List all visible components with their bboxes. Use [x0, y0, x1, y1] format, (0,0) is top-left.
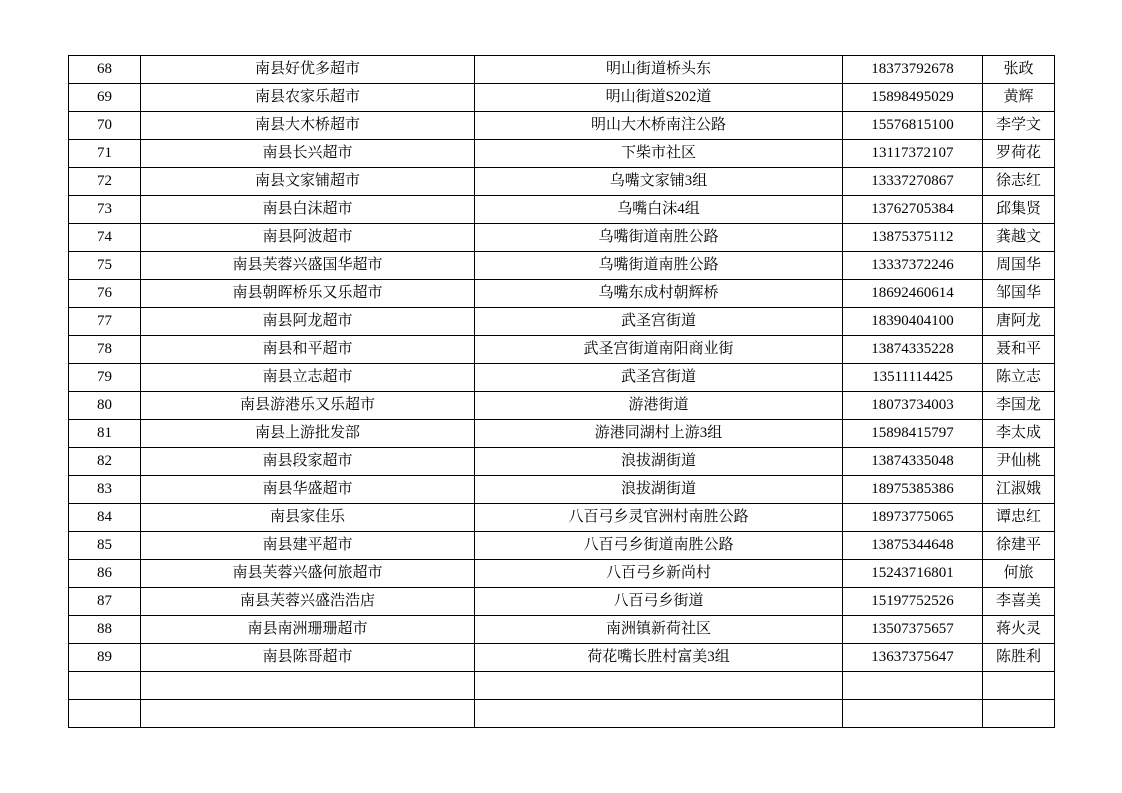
table-row: [69, 644, 1055, 672]
cell-phone: 13511114425: [843, 364, 983, 392]
cell-address: [475, 700, 843, 728]
cell-index: 87: [69, 588, 141, 616]
cell-phone: [843, 672, 983, 700]
cell-store-name: 南县阿波超市: [141, 224, 475, 252]
table-row: [69, 168, 1055, 196]
cell-index: 80: [69, 392, 141, 420]
cell-index: 76: [69, 280, 141, 308]
cell-index: 81: [69, 420, 141, 448]
cell-address: 乌嘴文家铺3组: [475, 168, 843, 196]
table-row: [69, 280, 1055, 308]
cell-index: [69, 672, 141, 700]
table-row: [69, 84, 1055, 112]
cell-contact-person: 李太成: [983, 420, 1055, 448]
cell-address: 武圣宫街道: [475, 308, 843, 336]
cell-store-name: [141, 672, 475, 700]
cell-contact-person: 蒋火灵: [983, 616, 1055, 644]
cell-store-name: 南县游港乐又乐超市: [141, 392, 475, 420]
cell-address: 乌嘴东成村朝辉桥: [475, 280, 843, 308]
cell-address: 八百弓乡街道: [475, 588, 843, 616]
cell-index: 83: [69, 476, 141, 504]
cell-index: 73: [69, 196, 141, 224]
cell-address: 明山街道桥头东: [475, 56, 843, 84]
table-body: [69, 56, 1055, 728]
cell-contact-person: 谭忠红: [983, 504, 1055, 532]
cell-address: 八百弓乡新尚村: [475, 560, 843, 588]
cell-store-name: 南县朝晖桥乐又乐超市: [141, 280, 475, 308]
cell-address: 浪拔湖街道: [475, 476, 843, 504]
cell-phone: 13875344648: [843, 532, 983, 560]
table-row: [69, 308, 1055, 336]
cell-index: 68: [69, 56, 141, 84]
cell-store-name: 南县阿龙超市: [141, 308, 475, 336]
table-row: [69, 140, 1055, 168]
cell-contact-person: 黄辉: [983, 84, 1055, 112]
cell-contact-person: 李国龙: [983, 392, 1055, 420]
table-row: [69, 448, 1055, 476]
cell-phone: 13874335228: [843, 336, 983, 364]
table-row: [69, 224, 1055, 252]
cell-index: 85: [69, 532, 141, 560]
table-row: [69, 364, 1055, 392]
cell-contact-person: 何旅: [983, 560, 1055, 588]
cell-phone: 18073734003: [843, 392, 983, 420]
cell-index: 82: [69, 448, 141, 476]
cell-index: 71: [69, 140, 141, 168]
cell-index: 88: [69, 616, 141, 644]
table-row: [69, 196, 1055, 224]
cell-store-name: 南县家佳乐: [141, 504, 475, 532]
cell-store-name: 南县段家超市: [141, 448, 475, 476]
cell-index: 69: [69, 84, 141, 112]
cell-store-name: 南县和平超市: [141, 336, 475, 364]
cell-contact-person: 邱集贤: [983, 196, 1055, 224]
cell-phone: 13117372107: [843, 140, 983, 168]
table-row: [69, 588, 1055, 616]
cell-store-name: 南县芙蓉兴盛国华超市: [141, 252, 475, 280]
cell-store-name: 南县华盛超市: [141, 476, 475, 504]
table-row: [69, 392, 1055, 420]
cell-store-name: 南县陈哥超市: [141, 644, 475, 672]
cell-index: 86: [69, 560, 141, 588]
cell-index: 72: [69, 168, 141, 196]
cell-contact-person: 邹国华: [983, 280, 1055, 308]
table-row: [69, 560, 1055, 588]
cell-store-name: 南县文家铺超市: [141, 168, 475, 196]
table-row: [69, 476, 1055, 504]
table-row: [69, 252, 1055, 280]
cell-store-name: 南县立志超市: [141, 364, 475, 392]
cell-phone: 13875375112: [843, 224, 983, 252]
cell-contact-person: [983, 700, 1055, 728]
cell-phone: 13507375657: [843, 616, 983, 644]
cell-index: 75: [69, 252, 141, 280]
cell-store-name: 南县上游批发部: [141, 420, 475, 448]
cell-index: 74: [69, 224, 141, 252]
cell-address: 荷花嘴长胜村富美3组: [475, 644, 843, 672]
cell-phone: 13637375647: [843, 644, 983, 672]
cell-address: 明山街道S202道: [475, 84, 843, 112]
cell-phone: 18975385386: [843, 476, 983, 504]
cell-address: 八百弓乡灵官洲村南胜公路: [475, 504, 843, 532]
cell-contact-person: 徐建平: [983, 532, 1055, 560]
cell-store-name: 南县南洲珊珊超市: [141, 616, 475, 644]
cell-phone: [843, 700, 983, 728]
cell-index: 84: [69, 504, 141, 532]
cell-phone: 15898415797: [843, 420, 983, 448]
cell-address: 游港街道: [475, 392, 843, 420]
cell-contact-person: 张政: [983, 56, 1055, 84]
table-row: [69, 616, 1055, 644]
cell-phone: 13337270867: [843, 168, 983, 196]
cell-contact-person: 陈胜利: [983, 644, 1055, 672]
cell-address: 南洲镇新荷社区: [475, 616, 843, 644]
cell-contact-person: 尹仙桃: [983, 448, 1055, 476]
cell-index: 79: [69, 364, 141, 392]
cell-index: 77: [69, 308, 141, 336]
cell-contact-person: 陈立志: [983, 364, 1055, 392]
cell-address: 乌嘴街道南胜公路: [475, 252, 843, 280]
cell-phone: 13762705384: [843, 196, 983, 224]
cell-contact-person: 李学文: [983, 112, 1055, 140]
cell-index: 89: [69, 644, 141, 672]
cell-index: 78: [69, 336, 141, 364]
cell-store-name: 南县大木桥超市: [141, 112, 475, 140]
cell-store-name: 南县好优多超市: [141, 56, 475, 84]
cell-address: 浪拔湖街道: [475, 448, 843, 476]
cell-phone: 15243716801: [843, 560, 983, 588]
cell-contact-person: 周国华: [983, 252, 1055, 280]
cell-address: 下柴市社区: [475, 140, 843, 168]
cell-phone: 18373792678: [843, 56, 983, 84]
cell-contact-person: [983, 672, 1055, 700]
table-row: [69, 336, 1055, 364]
cell-contact-person: 唐阿龙: [983, 308, 1055, 336]
cell-store-name: 南县芙蓉兴盛何旅超市: [141, 560, 475, 588]
cell-index: [69, 700, 141, 728]
table-row: [69, 420, 1055, 448]
cell-phone: 13874335048: [843, 448, 983, 476]
cell-address: 武圣宫街道: [475, 364, 843, 392]
table-row: [69, 532, 1055, 560]
cell-store-name: 南县白沫超市: [141, 196, 475, 224]
cell-contact-person: 罗荷花: [983, 140, 1055, 168]
cell-store-name: [141, 700, 475, 728]
cell-phone: 15197752526: [843, 588, 983, 616]
cell-store-name: 南县农家乐超市: [141, 84, 475, 112]
cell-index: 70: [69, 112, 141, 140]
cell-address: 明山大木桥南注公路: [475, 112, 843, 140]
cell-phone: 18973775065: [843, 504, 983, 532]
cell-contact-person: 徐志红: [983, 168, 1055, 196]
table-row: [69, 504, 1055, 532]
cell-address: 武圣宫街道南阳商业街: [475, 336, 843, 364]
cell-contact-person: 李喜美: [983, 588, 1055, 616]
cell-address: 乌嘴白沫4组: [475, 196, 843, 224]
cell-store-name: 南县芙蓉兴盛浩浩店: [141, 588, 475, 616]
cell-phone: 15576815100: [843, 112, 983, 140]
cell-contact-person: 龚越文: [983, 224, 1055, 252]
cell-address: [475, 672, 843, 700]
cell-store-name: 南县长兴超市: [141, 140, 475, 168]
cell-store-name: 南县建平超市: [141, 532, 475, 560]
table-row-empty: [69, 700, 1055, 728]
cell-address: 乌嘴街道南胜公路: [475, 224, 843, 252]
table-row-empty: [69, 672, 1055, 700]
cell-address: 八百弓乡街道南胜公路: [475, 532, 843, 560]
table-row: [69, 112, 1055, 140]
store-list-table: [68, 55, 1055, 728]
cell-phone: 18390404100: [843, 308, 983, 336]
cell-phone: 18692460614: [843, 280, 983, 308]
cell-contact-person: 江淑娥: [983, 476, 1055, 504]
table-row: [69, 56, 1055, 84]
cell-phone: 13337372246: [843, 252, 983, 280]
cell-address: 游港同湖村上游3组: [475, 420, 843, 448]
cell-contact-person: 聂和平: [983, 336, 1055, 364]
cell-phone: 15898495029: [843, 84, 983, 112]
